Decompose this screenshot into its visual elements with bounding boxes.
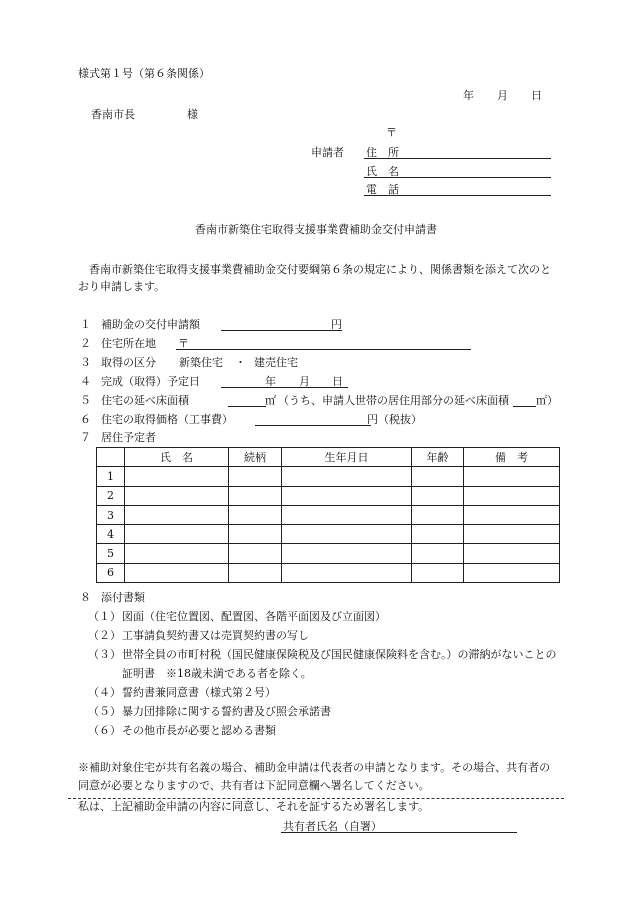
attachment-3-number: （３） <box>88 648 121 661</box>
relationship-cell[interactable] <box>229 525 282 544</box>
remarks-cell[interactable] <box>464 486 560 505</box>
item-5-number: ５ <box>80 394 91 407</box>
attachment-5-number: （５） <box>88 705 121 718</box>
item-4-number: ４ <box>80 375 91 388</box>
attachment-3-text: 世帯全員の市町村税（国民健康保険税及び国民健康保険料を含む。）の滞納がないことの <box>122 648 557 661</box>
remarks-cell[interactable] <box>464 467 560 486</box>
grant-amount-field[interactable] <box>221 330 342 331</box>
row-number: 6 <box>97 563 125 582</box>
item-6-number: ６ <box>80 413 91 426</box>
date-day-label: 日 <box>531 89 542 102</box>
column-header-birthdate: 生年月日 <box>282 448 412 467</box>
item-4-label: 完成（取得）予定日 <box>101 375 200 388</box>
option-ready-built-house[interactable]: 建売住宅 <box>254 356 298 369</box>
item-8-number: ８ <box>80 591 91 604</box>
column-header-age: 年齢 <box>412 448 464 467</box>
name-cell[interactable] <box>125 525 229 544</box>
applicant-postal-mark: 〒 <box>386 126 397 139</box>
residents-table <box>96 447 560 583</box>
age-cell[interactable] <box>412 505 464 524</box>
birthdate-cell[interactable] <box>282 525 412 544</box>
item-5-label: 住宅の延べ床面積 <box>101 394 189 407</box>
co-ownership-note-line-1: ※補助対象住宅が共有名義の場合、補助金申請は代表者の申請となります。その場合、共有者の <box>78 761 551 774</box>
age-cell[interactable] <box>412 544 464 563</box>
applicant-address-label: 住 所 <box>366 146 399 159</box>
co-ownership-note-line-2: 同意が必要となりますので、共有者は下記同意欄へ署名してください。 <box>78 779 430 792</box>
intro-line-2: おり申請します。 <box>78 280 166 293</box>
birthdate-cell[interactable] <box>282 505 412 524</box>
applicant-phone-label: 電 話 <box>366 183 399 196</box>
age-cell[interactable] <box>412 525 464 544</box>
row-number: 3 <box>97 505 125 524</box>
name-cell[interactable] <box>125 505 229 524</box>
option-new-house[interactable]: 新築住宅 <box>179 356 223 369</box>
coowner-name-label: 共有者氏名（自署） <box>283 820 382 833</box>
item-3-number: ３ <box>80 356 91 369</box>
table-row <box>97 525 560 544</box>
age-cell[interactable] <box>412 563 464 582</box>
column-header-name: 氏 名 <box>125 448 229 467</box>
row-number: 2 <box>97 486 125 505</box>
applicant-label: 申請者 <box>311 146 344 159</box>
attachment-4-number: （４） <box>88 686 121 699</box>
form-number: 様式第１号（第６条関係） <box>78 67 210 80</box>
age-cell[interactable] <box>412 467 464 486</box>
birthdate-cell[interactable] <box>282 486 412 505</box>
item-5-note: （うち、申請人世帯の居住用部分の延べ床面積 <box>278 394 509 407</box>
applicant-name-label: 氏 名 <box>366 165 399 178</box>
attachment-1-text: 図面（住宅位置図、配置図、各階平面図及び立面図） <box>122 610 386 623</box>
relationship-cell[interactable] <box>229 486 282 505</box>
relationship-cell[interactable] <box>229 563 282 582</box>
relationship-cell[interactable] <box>229 505 282 524</box>
birthdate-cell[interactable] <box>282 544 412 563</box>
remarks-cell[interactable] <box>464 544 560 563</box>
applicant-address-field[interactable] <box>364 158 551 159</box>
table-row <box>97 544 560 563</box>
relationship-cell[interactable] <box>229 467 282 486</box>
item-6-label: 住宅の取得価格（工事費） <box>101 413 233 426</box>
completion-date-field[interactable] <box>221 387 348 388</box>
table-row <box>97 563 560 582</box>
item-7-label: 居住予定者 <box>101 431 156 444</box>
column-header-remarks: 備 考 <box>464 448 560 467</box>
item-3-label: 取得の区分 <box>101 356 156 369</box>
item-4-day: 日 <box>332 375 343 388</box>
item-1-label: 補助金の交付申請額 <box>101 318 200 331</box>
applicant-name-field[interactable] <box>364 177 551 178</box>
consent-statement: 私は、上記補助金申請の内容に同意し、それを証するため署名します。 <box>78 800 430 813</box>
date-month-label: 月 <box>497 89 508 102</box>
floor-area-field[interactable] <box>228 406 266 407</box>
item-5-unit-2: ㎡） <box>536 394 558 407</box>
date-year-label: 年 <box>463 89 474 102</box>
row-number: 4 <box>97 525 125 544</box>
form-title: 香南市新築住宅取得支援事業費補助金交付申請書 <box>195 223 437 236</box>
item-1-unit: 円 <box>331 318 342 331</box>
option-separator: ・ <box>235 356 246 369</box>
attachment-5-text: 暴力団排除に関する誓約書及び照会承諾書 <box>122 705 331 718</box>
item-4-year: 年 <box>265 375 276 388</box>
item-1-number: １ <box>80 318 91 331</box>
row-number: 1 <box>97 467 125 486</box>
attachment-1-number: （１） <box>88 610 121 623</box>
birthdate-cell[interactable] <box>282 563 412 582</box>
item-4-month: 月 <box>299 375 310 388</box>
table-row <box>97 505 560 524</box>
remarks-cell[interactable] <box>464 525 560 544</box>
item-2-postal-mark: 〒 <box>178 337 189 350</box>
item-7-number: ７ <box>80 431 91 444</box>
item-2-number: ２ <box>80 337 91 350</box>
attachment-6-text: その他市長が必要と認める書類 <box>122 724 276 737</box>
item-2-label: 住宅所在地 <box>101 337 156 350</box>
cut-line-divider <box>68 798 564 799</box>
addressee-sama: 様 <box>187 108 198 121</box>
name-cell[interactable] <box>125 563 229 582</box>
table-row <box>97 486 560 505</box>
table-row <box>97 467 560 486</box>
attachments-heading: 添付書類 <box>101 591 145 604</box>
addressee-mayor: 香南市長 <box>91 108 135 121</box>
table-header-row <box>97 448 560 467</box>
name-cell[interactable] <box>125 467 229 486</box>
remarks-cell[interactable] <box>464 505 560 524</box>
relationship-cell[interactable] <box>229 544 282 563</box>
attachment-4-text: 誓約書兼同意書（様式第２号） <box>122 686 276 699</box>
attachment-2-text: 工事請負契約書又は売買契約書の写し <box>122 629 309 642</box>
column-header-number <box>97 448 125 467</box>
attachment-2-number: （２） <box>88 629 121 642</box>
birthdate-cell[interactable] <box>282 467 412 486</box>
attachment-3-continuation: 証明書 ※18歳未満である者を除く。 <box>122 667 312 680</box>
attachment-6-number: （６） <box>88 724 121 737</box>
item-6-unit: 円（税抜） <box>367 413 422 426</box>
house-location-field[interactable] <box>176 349 471 350</box>
name-cell[interactable] <box>125 544 229 563</box>
column-header-relationship: 続柄 <box>229 448 282 467</box>
applicant-phone-field[interactable] <box>364 195 551 196</box>
age-cell[interactable] <box>412 486 464 505</box>
coowner-signature-field[interactable] <box>281 832 517 833</box>
residential-floor-area-field[interactable] <box>513 406 536 407</box>
row-number: 5 <box>97 544 125 563</box>
remarks-cell[interactable] <box>464 563 560 582</box>
name-cell[interactable] <box>125 486 229 505</box>
item-5-unit: ㎡ <box>265 394 276 407</box>
acquisition-price-field[interactable] <box>255 425 371 426</box>
intro-line-1: 香南市新築住宅取得支援事業費補助金交付要綱第６条の規定により、関係書類を添えて次のと <box>89 263 551 276</box>
